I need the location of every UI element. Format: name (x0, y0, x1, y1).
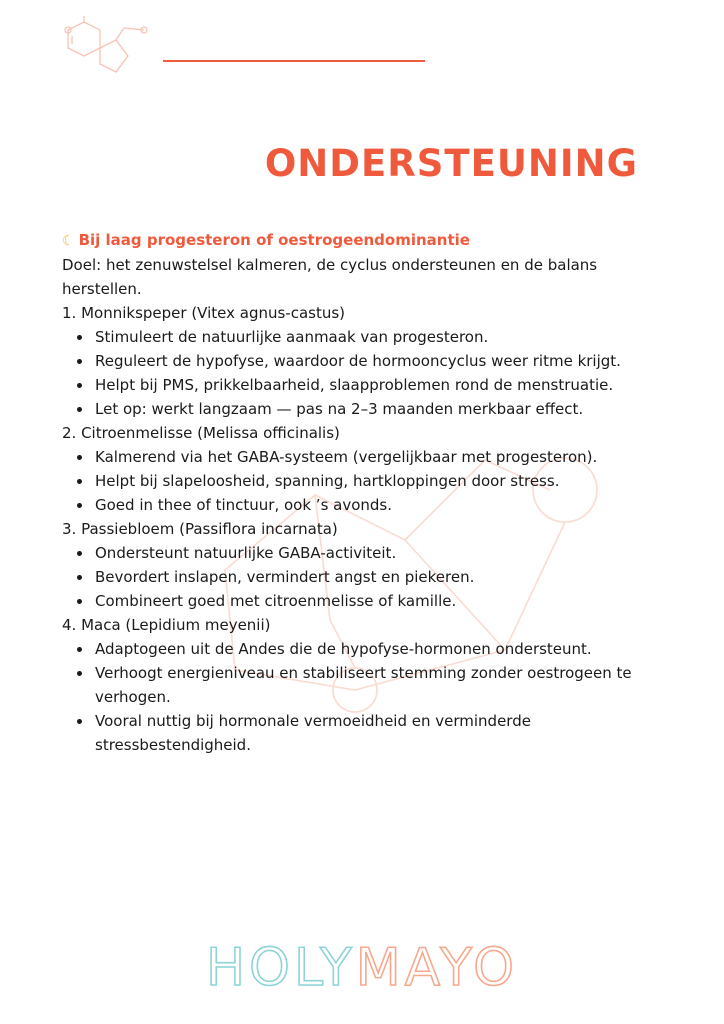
list-item: • Vooral nuttig bij hormonale vermoeidheid en verminderde stressbestendigheid. (93, 709, 662, 757)
header-divider (163, 60, 425, 62)
herb-title: 4. Maca (Lepidium meyenii) (62, 616, 271, 634)
herb-title: 3. Passiebloem (Passiflora incarnata) (62, 520, 338, 538)
brand-mayo: MAYO (355, 938, 519, 998)
list-item: • Ondersteunt natuurlijke GABA-activiteit. (93, 541, 662, 565)
list-item: • Reguleert de hypofyse, waardoor de hormooncyclus weer ritme krijgt. (93, 349, 662, 373)
list-item: • Verhoogt energieniveau en stabiliseert stemming zonder oestrogeen te verhogen. (93, 661, 662, 709)
list-item: • Kalmerend via het GABA-systeem (vergelijkbaar met progesteron). (93, 445, 662, 469)
list-item: • Stimuleert de natuurlijke aanmaak van progesteron. (93, 325, 662, 349)
page-title: ONDERSTEUNING (264, 142, 638, 185)
list-item: • Combineert goed met citroenmelisse of kamille. (93, 589, 662, 613)
list-item: • Adaptogeen uit de Andes die de hypofyse-hormonen ondersteunt. (93, 637, 662, 661)
bullet-list (62, 445, 662, 517)
crescent-moon-icon: ☾ (62, 233, 75, 249)
goal-text: Doel: het zenuwstelsel kalmeren, de cyclus ondersteunen en de balans herstellen. (62, 256, 598, 298)
brand-logo (0, 938, 724, 998)
herb-monnikspeper (62, 301, 662, 421)
bullet-list (62, 325, 662, 421)
list-item: • Let op: werkt langzaam — pas na 2–3 maanden merkbaar effect. (93, 397, 662, 421)
section-header (62, 228, 662, 253)
list-item: • Helpt bij slapeloosheid, spanning, hartkloppingen door stress. (93, 469, 662, 493)
herb-title: 1. Monnikspeper (Vitex agnus-castus) (62, 304, 346, 322)
brand-holy: HOLY (205, 938, 356, 998)
herb-passiebloem (62, 517, 662, 613)
list-item: • Helpt bij PMS, prikkelbaarheid, slaapproblemen rond de menstruatie. (93, 373, 662, 397)
herb-title: 2. Citroenmelisse (Melissa officinalis) (62, 424, 340, 442)
molecule-logo-icon (50, 16, 160, 96)
list-item: • Goed in thee of tinctuur, ook ’s avonds. (93, 493, 662, 517)
list-item: • Bevordert inslapen, vermindert angst en piekeren. (93, 565, 662, 589)
bullet-list (62, 637, 662, 757)
bullet-list (62, 541, 662, 613)
herb-citroenmelisse (62, 421, 662, 517)
section-heading: Bij laag progesteron of oestrogeendominantie (78, 231, 470, 249)
main-content (62, 228, 662, 757)
herb-maca (62, 613, 662, 757)
